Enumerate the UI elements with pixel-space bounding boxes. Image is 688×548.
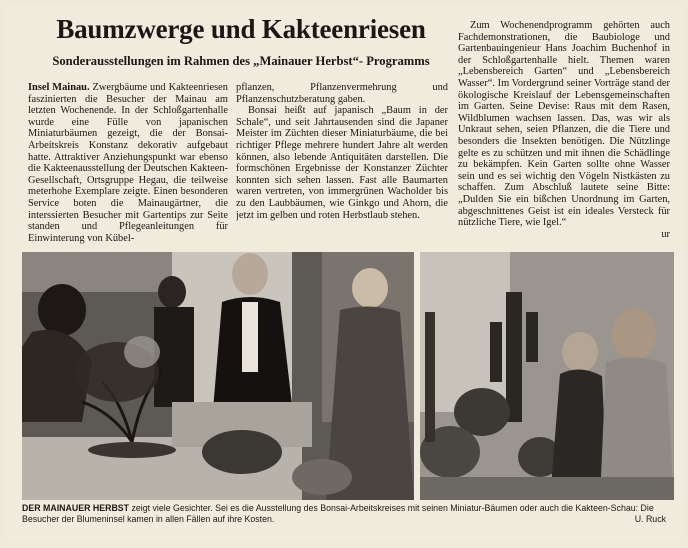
- subheadline: Sonderausstellungen im Rahmen des „Mainauer Herbst“- Programms: [52, 54, 430, 68]
- caption-text: zeigt viele Gesichter. Sei es die Ausstellung des Bonsai-Arbeitskreises mit seinen Miniatur-Bäumen oder auch die Kakteen-Schau: Die Besucher der Blumeninsel kamen in allen Fällen auf ihre Kosten.: [22, 503, 654, 524]
- caption-lead: DER MAINAUER HERBST: [22, 503, 130, 513]
- article-column-2: [236, 82, 448, 254]
- article-column-3: [458, 20, 670, 254]
- cactus-exhibition-photo: [420, 252, 674, 500]
- column-2-paragraph-2: Bonsai heißt auf japanisch „Baum in der Schale“, und seit Jahrtausenden sind die Japaner Meister im Züchten dieser Miniaturbäume, die bei richtiger Pflege mehrere hundert Jahre alt werden können, also lebende Antiquitäten darstellen. Die formschönen Ergebnisse der Konstanzer Züchter konnten sich sehen lassen. Fast alle Baumarten waren vertreten, von immergrünen Wacholder bis zu den Laubbäumen, wie Ginkgo und Ahorn, die jetzt im gelben und roten Herbstlaub stehen.: [236, 105, 448, 221]
- photo-credit: U. Ruck: [634, 514, 666, 524]
- headline: Baumzwerge und Kakteenriesen: [56, 14, 426, 44]
- dateline: Insel Mainau.: [28, 82, 90, 93]
- article-column-1: [28, 82, 228, 254]
- author-sign: ur: [661, 228, 670, 240]
- photo-caption: [22, 503, 662, 525]
- bonsai-exhibition-photo: [22, 252, 414, 500]
- column-2-paragraph-1: pflanzen, Pflanzenvermehrung und Pflanzenschutzberatung gaben.: [236, 82, 448, 105]
- column-1-text: Zwergbäume und Kakteenriesen faszinierten die Besucher der Mainau am letzten Wochenende. In der Schloßgartenhalle wurde eine Fülle von japanischen Miniaturbäumen gezeigt, die der Bonsai-Arbeitskreis Konstanz dekorativ aufgebaut hatte. Attraktiver Anziehungspunkt war ebenso die Kakteenausstellung der Deutschen Kakteen-Gesellschaft, Ortsgruppe Hegau, die teilweise meterhohe Exemplare zeigte. Einen besonderen Service boten die Mainaugärtner, die interssierten Besucher mit Gartentips zur Seite standen und Pflegeanleitungen für Einwinterung von Kübel-: [28, 82, 228, 244]
- column-3-paragraph-1: Zum Wochenendprogramm gehörten auch Fachdemonstrationen, die Baubiologe und Gartenbauingenieur Hans Joachim Buchenhof in der Schloßgartenhalle hielt. Themen waren „Lebensbereich Garten“ und „Lebensbereich Wasser“. Im Vordergrund seiner Vorträge stand der ökologische Kreislauf der Lebensgemeinschaften im Garten. Seine Devise: Raus mit dem Rasen, Wildblumen wachsen lassen. Das, was wir als Unkraut sehen, seien Pflanzen, die die Tiere und besonders die Insekten benötigen. Die Nützlinge gelte es zu schützen und mit ihnen die Schädlinge zu bekämpfen. Kein Garten sollte ohne Wasser sein und es sei wichtig den Vögeln Nistkästen zu schaffen. Zum Abschluß lautete seine Bitte: „Dulden Sie ein bißchen Unordnung im Garten, abgeschnittenes Geist ist ein ideales Versteck für nützliche Tiere, wie Igel.“: [458, 20, 670, 229]
